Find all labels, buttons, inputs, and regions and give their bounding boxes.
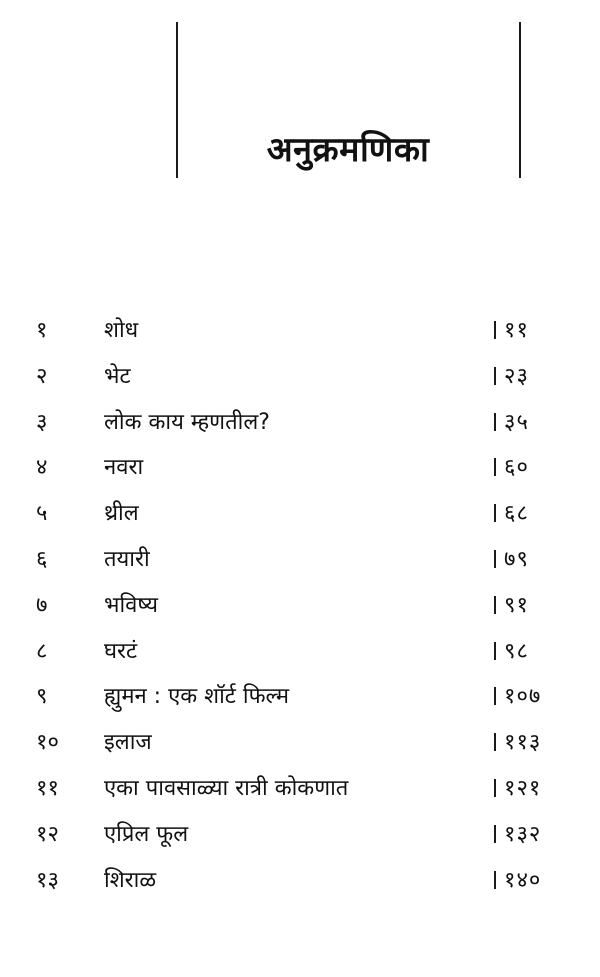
page-reference bbox=[494, 629, 529, 675]
page-separator-bar bbox=[494, 733, 496, 751]
right-vertical-rule bbox=[519, 22, 521, 178]
chapter-title: भेट bbox=[104, 363, 131, 389]
table-of-contents bbox=[0, 308, 600, 903]
chapter-title: शोध bbox=[104, 318, 139, 343]
toc-entry bbox=[0, 812, 600, 858]
chapter-title: ह्युमन : एक शॉर्ट फिल्म bbox=[104, 684, 290, 710]
page-reference bbox=[494, 308, 529, 354]
chapter-number: ८ bbox=[36, 638, 48, 664]
toc-entry bbox=[0, 583, 600, 629]
page-reference bbox=[494, 537, 529, 583]
page-number: ७९ bbox=[504, 546, 529, 572]
left-vertical-rule bbox=[176, 22, 178, 178]
chapter-title: एप्रिल फूल bbox=[104, 821, 189, 847]
toc-entry bbox=[0, 354, 600, 400]
page-separator-bar bbox=[494, 642, 496, 660]
page-number: ९१ bbox=[504, 592, 529, 618]
page-separator-bar bbox=[494, 596, 496, 614]
chapter-number: ९ bbox=[36, 684, 48, 710]
chapter-number: २ bbox=[36, 363, 48, 389]
chapter-title: तयारी bbox=[104, 546, 150, 572]
chapter-number: ७ bbox=[36, 592, 48, 618]
page-reference bbox=[494, 400, 529, 446]
chapter-title: घरटं bbox=[104, 638, 138, 664]
toc-entry bbox=[0, 858, 600, 904]
page-number: ६० bbox=[504, 455, 529, 481]
page-separator-bar bbox=[494, 413, 496, 431]
page-separator-bar bbox=[494, 458, 496, 476]
chapter-number: ११ bbox=[36, 775, 59, 801]
page-separator-bar bbox=[494, 550, 496, 568]
toc-entry bbox=[0, 766, 600, 812]
page-number: १२१ bbox=[504, 775, 542, 801]
chapter-number: १० bbox=[36, 730, 59, 756]
page-separator-bar bbox=[494, 367, 496, 385]
page-reference bbox=[494, 583, 529, 629]
toc-entry bbox=[0, 308, 600, 354]
page-reference bbox=[494, 720, 541, 766]
page-separator-bar bbox=[494, 504, 496, 522]
chapter-number: ५ bbox=[36, 501, 48, 527]
chapter-number: १३ bbox=[36, 867, 59, 893]
toc-entry bbox=[0, 537, 600, 583]
toc-entry bbox=[0, 491, 600, 537]
chapter-number: १ bbox=[36, 318, 48, 343]
chapter-title: लोक काय म्हणतील? bbox=[104, 409, 270, 435]
page-number: २३ bbox=[504, 363, 529, 389]
page-number: ९८ bbox=[504, 638, 529, 664]
page-reference bbox=[494, 491, 529, 537]
page-number: ६८ bbox=[504, 501, 529, 527]
page-separator-bar bbox=[494, 687, 496, 705]
page-title: अनुक्रमणिका bbox=[266, 130, 430, 170]
chapter-title: इलाज bbox=[104, 730, 152, 756]
page-separator-bar bbox=[494, 871, 496, 889]
page-number: ११३ bbox=[504, 730, 542, 756]
page-reference bbox=[494, 674, 541, 720]
chapter-number: ४ bbox=[36, 455, 48, 481]
toc-entry bbox=[0, 445, 600, 491]
page-number: ११ bbox=[504, 318, 529, 343]
toc-entry bbox=[0, 400, 600, 446]
toc-entry bbox=[0, 674, 600, 720]
chapter-number: ६ bbox=[36, 546, 48, 572]
page-reference bbox=[494, 812, 541, 858]
toc-entry bbox=[0, 629, 600, 675]
page-reference bbox=[494, 445, 529, 491]
chapter-number: ३ bbox=[36, 409, 48, 435]
page-reference bbox=[494, 766, 541, 812]
page-number: १४० bbox=[504, 867, 542, 893]
chapter-number: १२ bbox=[36, 821, 59, 847]
page-number: १०७ bbox=[504, 684, 542, 710]
page-reference bbox=[494, 858, 541, 904]
page-number: १३२ bbox=[504, 821, 542, 847]
page-number: ३५ bbox=[504, 409, 529, 435]
toc-entry bbox=[0, 720, 600, 766]
page-separator-bar bbox=[494, 779, 496, 797]
page-reference bbox=[494, 354, 529, 400]
page-separator-bar bbox=[494, 321, 496, 339]
chapter-title: एका पावसाळ्या रात्री कोकणात bbox=[104, 775, 349, 801]
chapter-title: नवरा bbox=[104, 455, 144, 481]
chapter-title: भविष्य bbox=[104, 592, 158, 618]
chapter-title: थ्रील bbox=[104, 501, 139, 527]
chapter-title: शिराळ bbox=[104, 867, 157, 893]
page-separator-bar bbox=[494, 825, 496, 843]
